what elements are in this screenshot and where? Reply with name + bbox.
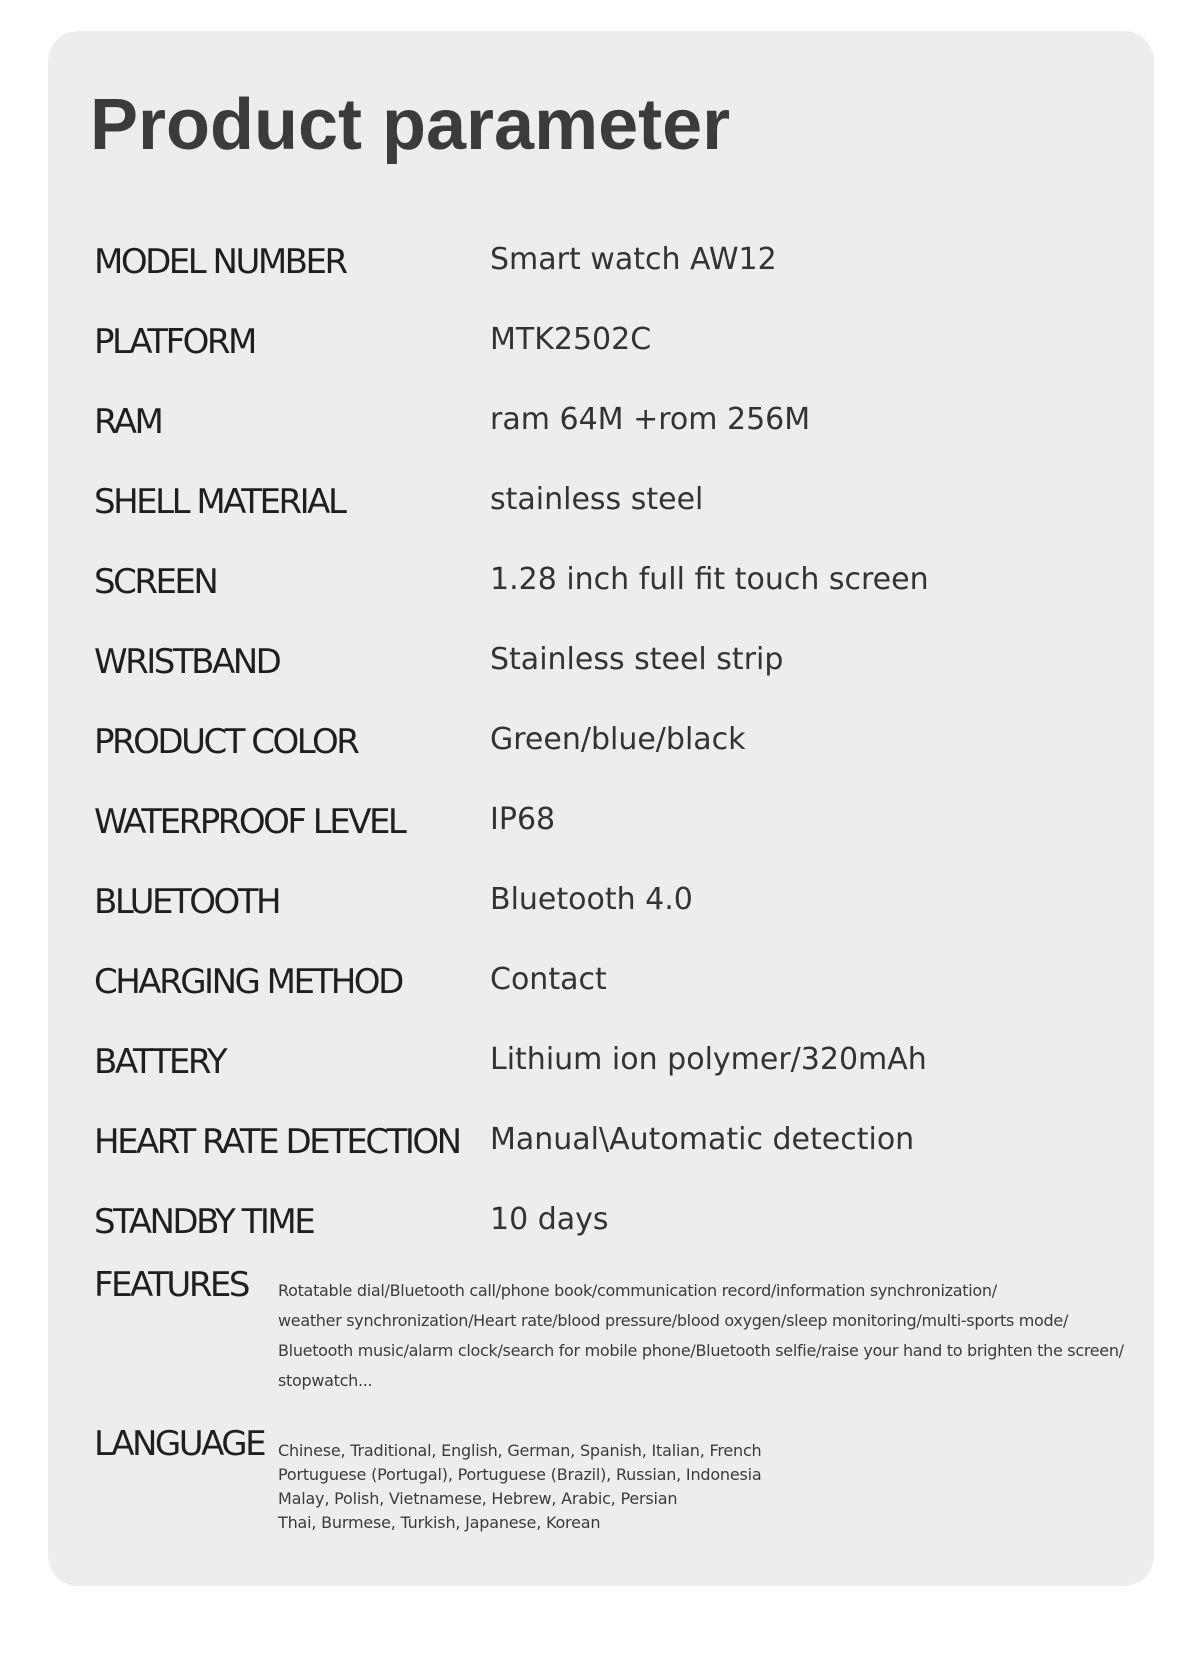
parameter-label: PLATFORM (94, 322, 255, 362)
features-text (278, 1276, 1124, 1396)
parameter-value: Bluetooth 4.0 (490, 882, 693, 917)
parameter-label: SHELL MATERIAL (94, 482, 345, 522)
parameter-row-wristband (94, 627, 1124, 707)
parameter-row-model-number (94, 227, 1124, 307)
parameter-label: STANDBY TIME (94, 1202, 314, 1242)
page-title: Product parameter (90, 85, 731, 165)
parameter-row-standby-time (94, 1187, 1124, 1267)
parameter-value: Contact (490, 962, 607, 997)
parameter-row-battery (94, 1027, 1124, 1107)
language-text (278, 1439, 762, 1535)
features-line: Rotatable dial/Bluetooth call/phone book/communication record/information synchronization/ (278, 1281, 997, 1300)
features-line: weather synchronization/Heart rate/blood pressure/blood oxygen/sleep monitoring/multi-sports mode/ (278, 1311, 1069, 1330)
language-line: Thai, Burmese, Turkish, Japanese, Korean (278, 1513, 601, 1532)
parameter-label: PRODUCT COLOR (94, 722, 358, 762)
language-line: Malay, Polish, Vietnamese, Hebrew, Arabic, Persian (278, 1489, 678, 1508)
features-line: Bluetooth music/alarm clock/search for mobile phone/Bluetooth selfie/raise your hand to brighten the screen/ (278, 1341, 1124, 1360)
parameter-label: MODEL NUMBER (94, 242, 346, 282)
parameter-label: BATTERY (94, 1042, 226, 1082)
parameter-row-charging-method (94, 947, 1124, 1027)
parameter-value: 1.28 inch full fit touch screen (490, 562, 929, 597)
parameter-value: 10 days (490, 1202, 609, 1237)
parameter-row-ram (94, 387, 1124, 467)
features-label: FEATURES (94, 1265, 249, 1305)
parameter-value: Smart watch AW12 (490, 242, 777, 277)
parameter-row-product-color (94, 707, 1124, 787)
parameter-label: HEART RATE DETECTION (94, 1122, 460, 1162)
parameter-value: IP68 (490, 802, 556, 837)
parameter-label: CHARGING METHOD (94, 962, 402, 1002)
features-line: stopwatch... (278, 1371, 373, 1390)
parameter-label: WRISTBAND (94, 642, 280, 682)
parameter-label: WATERPROOF LEVEL (94, 802, 405, 842)
parameter-label: BLUETOOTH (94, 882, 280, 922)
parameter-value: Lithium ion polymer/320mAh (490, 1042, 927, 1077)
parameter-row-heart-rate-detection (94, 1107, 1124, 1187)
parameter-value: Stainless steel strip (490, 642, 784, 677)
parameter-row-screen (94, 547, 1124, 627)
language-label: LANGUAGE (94, 1424, 265, 1464)
language-line: Portuguese (Portugal), Portuguese (Brazil), Russian, Indonesia (278, 1465, 762, 1484)
product-parameter-card (48, 31, 1154, 1586)
parameter-row-shell-material (94, 467, 1124, 547)
parameter-value: ram 64M +rom 256M (490, 402, 811, 437)
parameter-value: Green/blue/black (490, 722, 746, 757)
parameter-row-waterproof-level (94, 787, 1124, 867)
parameter-row-bluetooth (94, 867, 1124, 947)
parameter-value: MTK2502C (490, 322, 652, 357)
parameter-label: RAM (94, 402, 162, 442)
parameter-value: stainless steel (490, 482, 704, 517)
parameter-row-platform (94, 307, 1124, 387)
parameter-list (94, 227, 1124, 1267)
language-line: Chinese, Traditional, English, German, Spanish, Italian, French (278, 1441, 762, 1460)
parameter-label: SCREEN (94, 562, 217, 602)
parameter-value: Manual\Automatic detection (490, 1122, 915, 1157)
